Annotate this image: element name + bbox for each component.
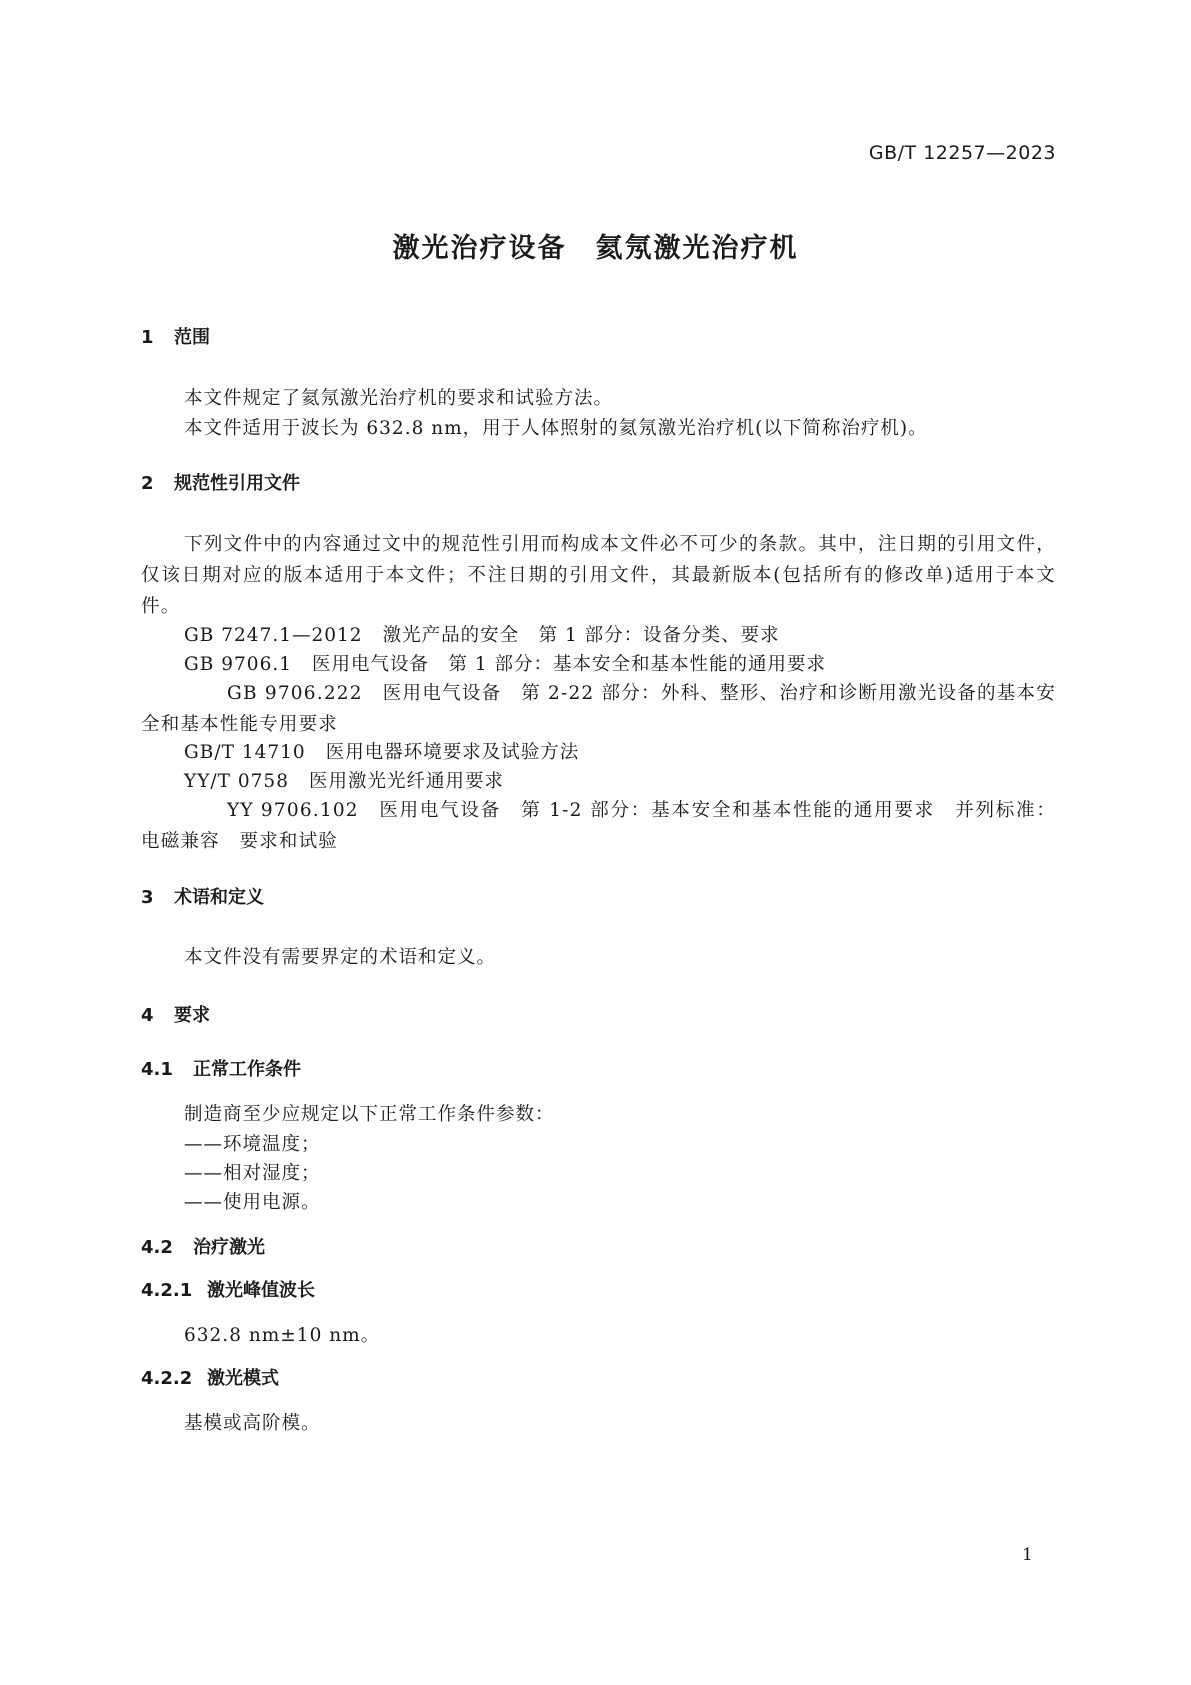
paragraph: 本文件适用于波长为 632.8 nm，用于人体照射的氦氖激光治疗机(以下简称治疗机)。 [184, 418, 928, 439]
section-number: 2 [141, 473, 154, 494]
reference-item [184, 620, 780, 651]
section-title: 要求 [174, 1005, 210, 1026]
section-title: 治疗激光 [193, 1237, 265, 1258]
section-title: 激光峰值波长 [207, 1280, 315, 1301]
reference-code: GB/T 14710 [184, 742, 306, 763]
paragraph: 基模或高阶模。 [184, 1413, 321, 1434]
reference-item [184, 737, 579, 768]
reference-code: GB 9706.1 [184, 654, 292, 675]
document-title: 激光治疗设备 氦氖激光治疗机 [392, 233, 799, 264]
section-number: 1 [141, 327, 154, 348]
section-title: 规范性引用文件 [174, 473, 300, 494]
section-title: 正常工作条件 [193, 1059, 301, 1080]
reference-code: YY/T 0758 [184, 771, 289, 792]
subsection-heading-4-2 [141, 1236, 265, 1260]
section-title: 范围 [174, 327, 210, 348]
reference-code: GB 7247.1—2012 [184, 625, 363, 646]
reference-item [141, 678, 1056, 740]
reference-title: 医用电气设备 第 2-22 部分：外科、整形、治疗和诊断用激光设备的基本安全和基本性能专用要求 [141, 683, 1056, 735]
subsection-heading-4-2-2 [141, 1367, 279, 1391]
reference-item [184, 766, 504, 797]
section-number: 4.1 [141, 1059, 173, 1080]
paragraph: 下列文件中的内容通过文中的规范性引用而构成本文件必不可少的条款。其中，注日期的引用文件，仅该日期对应的版本适用于本文件；不注日期的引用文件，其最新版本(包括所有的修改单)适用于本文件。 [141, 534, 1056, 617]
section-heading-4 [141, 1004, 210, 1028]
subsection-heading-4-2-1 [141, 1279, 315, 1303]
reference-title: 医用激光光纤通用要求 [308, 771, 504, 792]
section-number: 4 [141, 1005, 154, 1026]
section-heading-2 [141, 472, 300, 496]
list-item: ——使用电源。 [184, 1192, 321, 1213]
reference-title: 激光产品的安全 第 1 部分：设备分类、要求 [382, 625, 780, 646]
reference-item [184, 649, 826, 680]
list-item: ——环境温度； [184, 1134, 321, 1155]
subsection-heading-4-1 [141, 1058, 301, 1082]
paragraph: 632.8 nm±10 nm。 [184, 1325, 381, 1346]
section-title: 激光模式 [207, 1368, 279, 1389]
section-number: 4.2 [141, 1237, 173, 1258]
paragraph: 本文件规定了氦氖激光治疗机的要求和试验方法。 [184, 388, 614, 409]
section-heading-3 [141, 886, 264, 910]
section-number: 4.2.1 [141, 1280, 193, 1301]
reference-item [141, 795, 1056, 857]
page-number: 1 [1022, 1545, 1033, 1565]
section-title: 术语和定义 [174, 887, 264, 908]
reference-title: 医用电器环境要求及试验方法 [325, 742, 580, 763]
reference-title: 医用电气设备 第 1 部分：基本安全和基本性能的通用要求 [312, 654, 827, 675]
reference-code: GB 9706.222 [227, 683, 363, 704]
section-heading-1 [141, 326, 210, 350]
section-number: 3 [141, 887, 154, 908]
paragraph: 本文件没有需要界定的术语和定义。 [184, 947, 497, 968]
paragraph: 制造商至少应规定以下正常工作条件参数： [184, 1104, 555, 1125]
reference-title: 医用电气设备 第 1-2 部分：基本安全和基本性能的通用要求 并列标准：电磁兼容 要求和试验 [141, 800, 1056, 852]
list-item: ——相对湿度； [184, 1163, 321, 1184]
reference-code: YY 9706.102 [227, 800, 359, 821]
standard-code: GB/T 12257—2023 [868, 142, 1056, 164]
section-number: 4.2.2 [141, 1368, 193, 1389]
